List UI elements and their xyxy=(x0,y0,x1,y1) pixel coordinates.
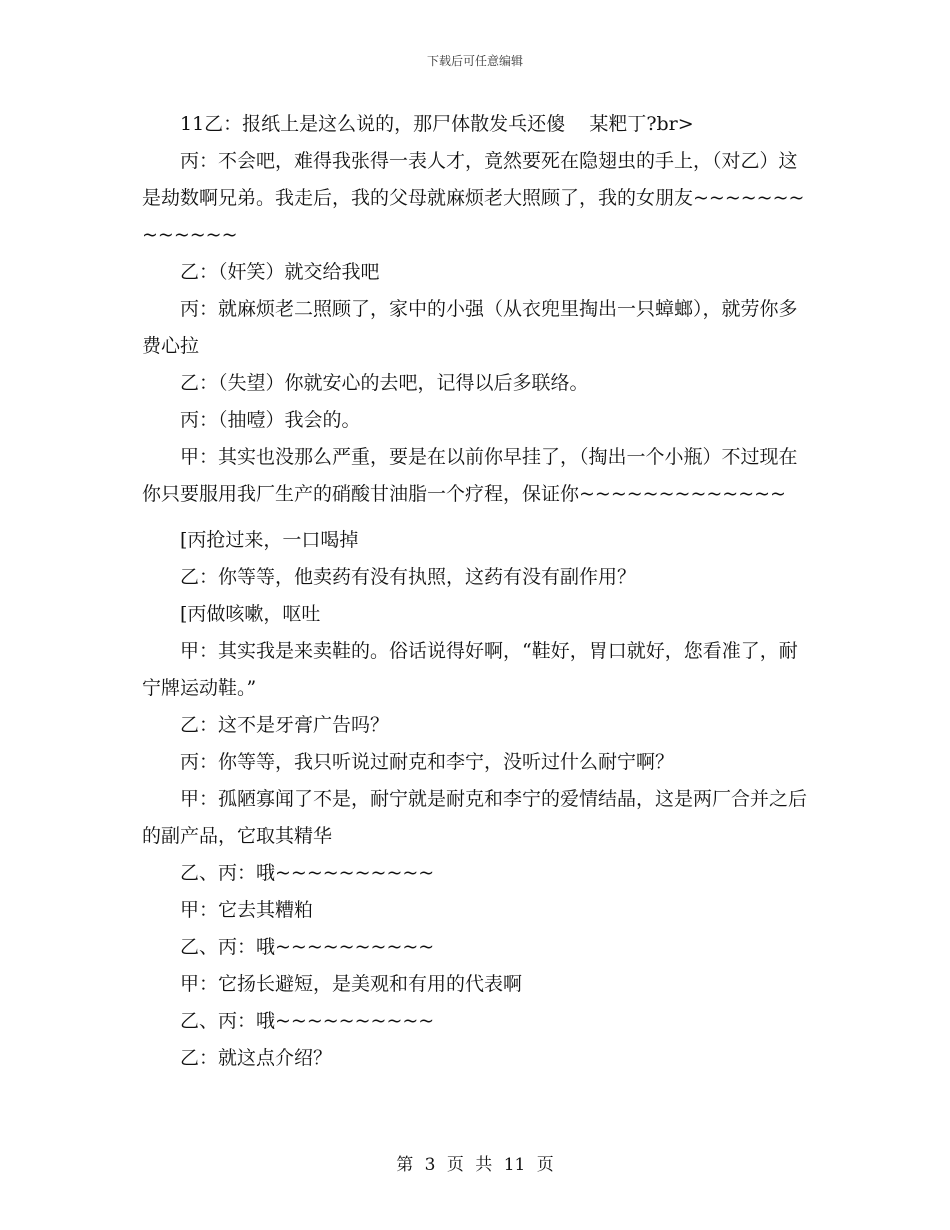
dialogue-line: 甲：其实我是来卖鞋的。俗话说得好啊，“鞋好，胃口就好，您看准了，耐宁牌运动鞋。” xyxy=(142,640,798,699)
dialogue-line: 乙：这不是牙膏广告吗？ xyxy=(180,714,390,736)
dialogue-line: 甲：其实也没那么严重，要是在以前你早挂了，（掏出一个小瓶）不过现在你只要服用我厂生产的硝酸甘油脂一个疗程，保证你~~~~~~~~~~~~~ xyxy=(142,446,798,505)
dialogue-line: 甲：孤陋寡闻了不是，耐宁就是耐克和李宁的爱情结晶，这是两厂合并之后的副产品，它取其精华 xyxy=(142,788,808,847)
dialogue-line: 11乙：报纸上是这么说的，那尸体散发乓还傻 某粑丁?br> xyxy=(180,113,694,135)
dialogue-line: 丙：（抽噎）我会的。 xyxy=(180,409,361,431)
dialogue-line: 丙：你等等，我只听说过耐克和李宁，没听过什么耐宁啊？ xyxy=(180,751,675,773)
page-footer: 第 3 页 共 11 页 xyxy=(396,1155,554,1175)
dialogue-line: 丙：不会吧，难得我张得一表人才，竟然要死在隐翅虫的手上，（对乙）这是劫数啊兄弟。我走后，我的父母就麻烦老大照顾了，我的女朋友~~~~~~~~~~~~~ xyxy=(142,150,805,246)
dialogue-line: 乙、丙：哦~~~~~~~~~~ xyxy=(180,862,435,884)
stage-direction: [丙做咳嗽，呕吐 xyxy=(180,603,321,625)
dialogue-line: 甲：它去其糟粕 xyxy=(180,899,314,921)
dialogue-line: 乙：你等等，他卖药有没有执照，这药有没有副作用？ xyxy=(180,566,637,588)
document-body xyxy=(142,106,810,1077)
dialogue-line: 甲：它扬长避短，是美观和有用的代表啊 xyxy=(180,973,523,995)
stage-direction: [丙抢过来，一口喝掉 xyxy=(180,529,359,551)
dialogue-line: 乙：（奸笑）就交给我吧 xyxy=(180,261,380,283)
dialogue-line: 丙：就麻烦老二照顾了，家中的小强（从衣兜里掏出一只蟑螂），就劳你多费心拉 xyxy=(142,298,798,357)
dialogue-line: 乙：就这点介绍？ xyxy=(180,1047,333,1069)
page-header: 下载后可任意编辑 xyxy=(426,54,523,68)
dialogue-line: 乙：（失望）你就安心的去吧，记得以后多联络。 xyxy=(180,372,589,394)
dialogue-line: 乙、丙：哦~~~~~~~~~~ xyxy=(180,1010,435,1032)
dialogue-line: 乙、丙：哦~~~~~~~~~~ xyxy=(180,936,435,958)
